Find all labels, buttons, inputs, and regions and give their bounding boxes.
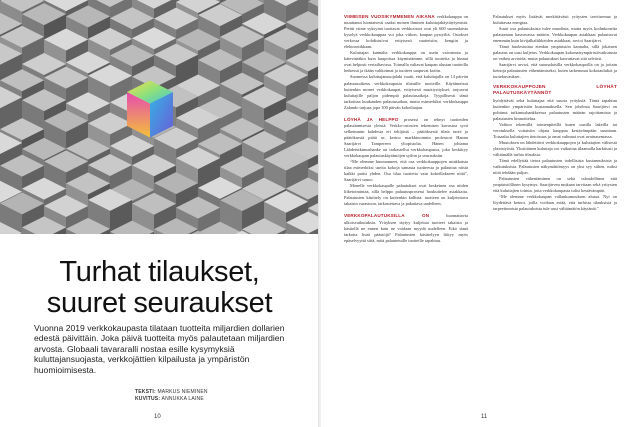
paragraph: Suomessa kuluttajansuojalaki vaatii, että kuluttajalla on 14 päivän palautusoikeus verkkokaupasta tilatuille tuotteille. Käytännössä kuitenkin monet verkkokaupat, erityisesti muotiyritykset, tarjoavat kuluttajille paljon pidempiä palautusaikoja. Tyypillisesti tämä tarkoittaa kuukauden palautusaikaa, mutta esimerkiksi verkkokauppa Zalando tarjoaa jopa 100 päivän kokeiluajan. <box>344 74 468 110</box>
quote-paragraph: “Me olemme verkkokaupan vallankumouksen alussa. Nyt on löydettävä keinot, joilla voidaan estää, että turhista tilauksista ja tarpeettomista palautuksista tule uusi välttämätön käytäntö.” <box>493 194 617 212</box>
photo-credit-label: KUVITUS: <box>135 396 161 402</box>
quote-paragraph: “Me olemme huomanneet, että osa verkkokauppojen asiakkaista tilaa esimerkiksi useita kokoja samasta tuotteesta ja palauttaa niistä kaikki paitsi yhden. Osa tilaa tuotteita vain kokeillakseen niitä”, Saarijärvi sanoo. <box>344 159 468 183</box>
section-heading: VERKKOKAUPPOJEN LÖYHÄT PALAUTUSKÄYTÄNNÖT <box>493 84 617 96</box>
paragraph: Kuluttajan kannalta verkkokauppa on usein vaivatonta ja kätevintäkin kuin kaupoissa käymistämme, sillä tuotteita ja hinnat ovat helposti vertailtavissa. Toimalla valtavat kaupan alustan tuotteilla hetkessä ja ikään valikoimat ja tuotteet saapuvat kotiin. <box>344 50 468 74</box>
paragraph: Tämä huolestuttaa etenkin ympäristön kannalta, sillä jokainen palautus on uusi kuljetus. Verkkokaupan kokonaisympäristövaikutusta on vaikea arvioida, mutta palautukset kasvattavat sitä selvästi. <box>493 44 617 62</box>
photo-credit <box>135 396 208 403</box>
paragraph <box>344 117 468 159</box>
paragraph: Suuri osa palautuksista tulee muodista, mutta myös kodinkoneita palautetaan kasvavassa määrin. Verkkokaupan asiakkaat palauttavat enemmän kuin kivijalkaliikkeiden asiakkaat, arvioi Saarijärvi. <box>493 26 617 44</box>
text-credit <box>135 389 208 396</box>
paragraph <box>344 14 468 50</box>
section-lead-in: LÖYHÄ JA HELPPO <box>344 116 399 122</box>
paragraph: Palautusten vähentäminen on sekä taloudellinen että ympäristöllinen kysymys. Saarijärven mukaan tarvitaan sekä yritysten että kuluttajien toimia, jotta verkkokaupasta tulisi kestävämpää. <box>493 176 617 194</box>
paragraph <box>344 213 468 243</box>
paragraph-text: prosessi on tehnyt tuotteiden palauttamisesta yleistä. Verkko-ostosten tekemisen kuvastoa syvä selkeimmin kahdesta eri tekijästä – päätöksestä tilata tuote ja päätöksestä pitää se, kertoo markkinoinnin professori Hannu Saarijärvi Tampereen yliopistolta. Hänen johtama Lähdetutkimushanke on tarkastellut verkkokaupassa, joka keskittyy verkkokaupan palautuskäytäntöjen syihin ja seurauksiin. <box>344 116 468 159</box>
rainbow-cube <box>127 81 173 138</box>
paragraph: Muutoksen on lähdettävä verkkokauppojen ja kuluttajien välisestä yhteistyöstä. Yksittäinen kuluttaja voi vaikuttaa tilaamalla harkitusti ja välttämällä turhia tilauksia. <box>493 139 617 157</box>
paragraph-text: verkkokauppa on muuttanut luontaisesti osaksi monen ihmisen kuluttajakäyttäytymistä. Peräti viime syksyinä tuottavat verkkoostot ovat yli 600 suomalaista kyselyä verkkokauppaa voi joka viikon, kaupan pystyiltä. Ostokset verkossa kohdistuivat erityisesti vaatteisiin, kengiin ja elektroniikkaan. <box>344 14 468 50</box>
right-page <box>321 0 640 427</box>
section-lead-in: VERKKOPALAUTUKSILLA ON <box>344 213 430 219</box>
paragraph: Saarijärvi arvioi, että suomalaisilla verkkokaupoilla on jo joitain keinoja palautusten vähentämiseksi, kuten tarkemmat kokotaulukot ja tuotekuvaukset. <box>493 62 617 80</box>
lead-paragraph: Vuonna 2019 verkkokaupasta tilataan tuotteita miljardien dollarien edestä päivittäin. Joka päivä tuotteita myös palautetaan miljardien arvosta. Globaali tavararalli nostaa esille kysymyksiä kuluttajansuojasta, verkkojättien kilpailusta ja ympäristön huomioimisesta. <box>34 323 285 375</box>
page-number-right: 11 <box>481 414 488 420</box>
text-credit-label: TEKSTI: <box>135 389 156 395</box>
text-credit-author: MARKUS NIEMINEN <box>157 389 208 395</box>
article-column-2 <box>493 14 617 212</box>
section-lead-in: VIIMEISEN VUOSIKYMMENEN AIKANA <box>344 14 435 19</box>
paragraph: Valtion tekemillä toimenpiteillä kuten uusilla lakeilla tai verotuksella voitaisiin ohjata kauppaa kestävämpään suuntaan. Toisaalta kuluttajien tietoisuus ja omat valinnat ovat avainasemassa. <box>493 121 617 139</box>
paragraph: Palautukset myös lisäävät merkittävästi yritysten tarvitsemaa ja kuluttavaa energiaa. <box>493 14 617 26</box>
article-column-1 <box>344 14 468 244</box>
photo-credit-author: ANNUKKA LAINE <box>161 396 204 402</box>
left-page <box>0 0 319 427</box>
paragraph: Monelle verkkokaupalle palautukset ovat keskeinen osa niiden liiketoimintaa, sillä helppo palautusprosessi houkuttelee asiakkaita. Palautusten käsittely on kuitenkin kallista: tuotteen on kuljetettava takaisin varastoon, tarkastettava ja pakattava uudelleen. <box>344 183 468 207</box>
headline-line-2: suuret seuraukset <box>46 287 273 319</box>
paragraph: Tämä edellyttää tietoa palautusten todellisista kustannuksista ja vaikutuksista. Palautusten näkymättömyys on yksi syy siihen, miksi niitä tehdään paljon. <box>493 157 617 176</box>
paragraph: hyödyttävät sekä kuluttajaa että suuria yrityksiä. Tämä tapahtuu kuitenkin ympäristön kustannuksella. Sen johdosta Saarijärvi on pohtinut tutkimushankkeessa palautusten määrän rajoittamista ja palautusten hinnoittelua. <box>493 97 617 121</box>
headline-line-1: Turhat tilaukset, <box>59 256 260 288</box>
hero-illustration <box>0 0 319 234</box>
credits <box>135 389 208 403</box>
paragraph-text: huomattavia ulkoisvaikutuksia. Yrityksen täytyy kuljettaa tuotteet takaisin ja käsitellä ne ennen kuin ne voidaan myydä uudelleen. Eikö tämä tarkoita lisää päästöjä? Palautusten käsittelyyn liittyy myös epäselvyyttä siitä, mitä palautetuille tuotteille tapahtuu. <box>344 213 468 243</box>
grey-cubes-illustration <box>0 0 319 234</box>
page-number-left: 10 <box>154 414 161 420</box>
